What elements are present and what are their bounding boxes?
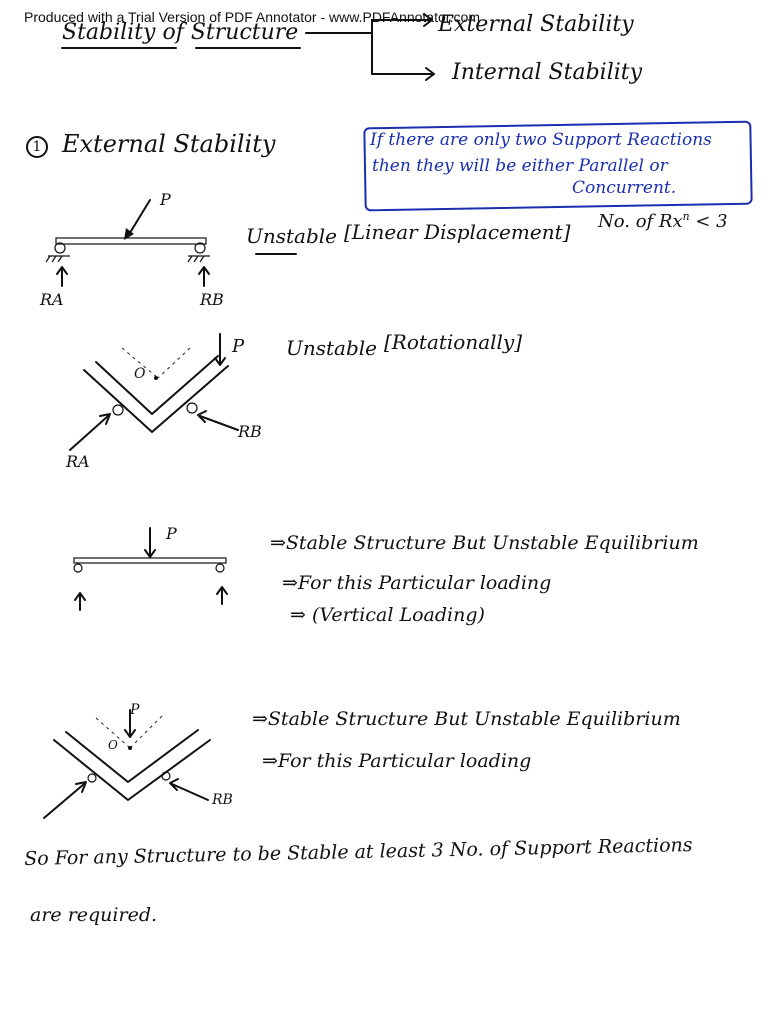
case4-line-1: ⇒Stable Structure But Unstable Equilibrium — [252, 708, 681, 730]
case2-support-right — [187, 403, 197, 413]
case1-rb-label: RB — [200, 290, 224, 309]
title-main: Stability of Structure — [62, 20, 299, 45]
section-number: 1 — [26, 136, 48, 158]
case3-support-right — [216, 564, 224, 572]
case1-condition-sup: n — [682, 210, 690, 223]
case1-condition-tail: < 3 — [695, 211, 728, 232]
case1-load-arrow — [128, 200, 150, 236]
case2-ra-label: RA — [66, 452, 90, 471]
case4-left-reaction-arrow — [44, 784, 84, 818]
case3-line-3: ⇒ (Vertical Loading) — [290, 604, 485, 626]
note-line-3: Concurrent. — [572, 178, 677, 198]
case2-rb-label: RB — [238, 422, 262, 441]
case4-point-label: O — [108, 738, 118, 752]
case1-beam — [56, 238, 206, 244]
case1-reason: [Linear Displacement] — [344, 220, 571, 244]
note-line-2: then they will be either Parallel or — [372, 156, 668, 176]
case4-point-o — [128, 746, 132, 750]
case2-frame-inner — [96, 356, 218, 414]
case4-frame-inner — [66, 730, 198, 782]
note-line-1: If there are only two Support Reactions — [370, 130, 712, 150]
case1-hatching — [46, 256, 210, 262]
case2-rb-arrow — [200, 416, 238, 430]
case2-load-label: P — [232, 336, 245, 357]
trial-watermark: Produced with a Trial Version of PDF Annotator - www.PDFAnnotator.com — [24, 9, 480, 25]
case4-v-frame-diagram — [44, 710, 210, 818]
case2-point-label: O — [134, 366, 146, 382]
case1-load-label: P — [160, 190, 171, 209]
title-branch-internal: Internal Stability — [452, 60, 643, 85]
case2-ra-arrow — [70, 416, 108, 450]
case2-reason: [Rotationally] — [384, 330, 523, 354]
case2-v-frame-diagram — [70, 334, 238, 450]
title-tree-connector — [62, 14, 434, 80]
case4-line-2: ⇒For this Particular loading — [262, 750, 532, 772]
case3-support-left — [74, 564, 82, 572]
case1-ra-label: RA — [40, 290, 64, 309]
case2-support-left — [113, 405, 123, 415]
case3-beam — [74, 558, 226, 563]
case2-point-o — [154, 376, 158, 380]
case3-line-1: ⇒Stable Structure But Unstable Equilibrium — [270, 532, 699, 554]
conclusion-line-2: are required. — [30, 904, 158, 926]
case1-status: Unstable — [246, 224, 337, 248]
title-branch-external: External Stability — [438, 12, 634, 37]
conclusion-line-1: So For any Structure to be Stable at least 3 No. of Support Reactions — [24, 834, 693, 870]
case2-status: Unstable — [286, 336, 377, 360]
section-heading: External Stability — [62, 130, 276, 158]
case3-line-2: ⇒For this Particular loading — [282, 572, 552, 594]
case1-condition-text: No. of Rx — [598, 211, 683, 232]
case1-beam-diagram — [46, 200, 296, 286]
case3-beam-diagram — [74, 528, 227, 610]
case4-rb-arrow — [172, 784, 208, 800]
case4-load-label: P — [130, 702, 140, 718]
case4-rb-label: RB — [212, 792, 233, 808]
case3-load-label: P — [166, 524, 177, 543]
case4-support-left — [88, 774, 96, 782]
